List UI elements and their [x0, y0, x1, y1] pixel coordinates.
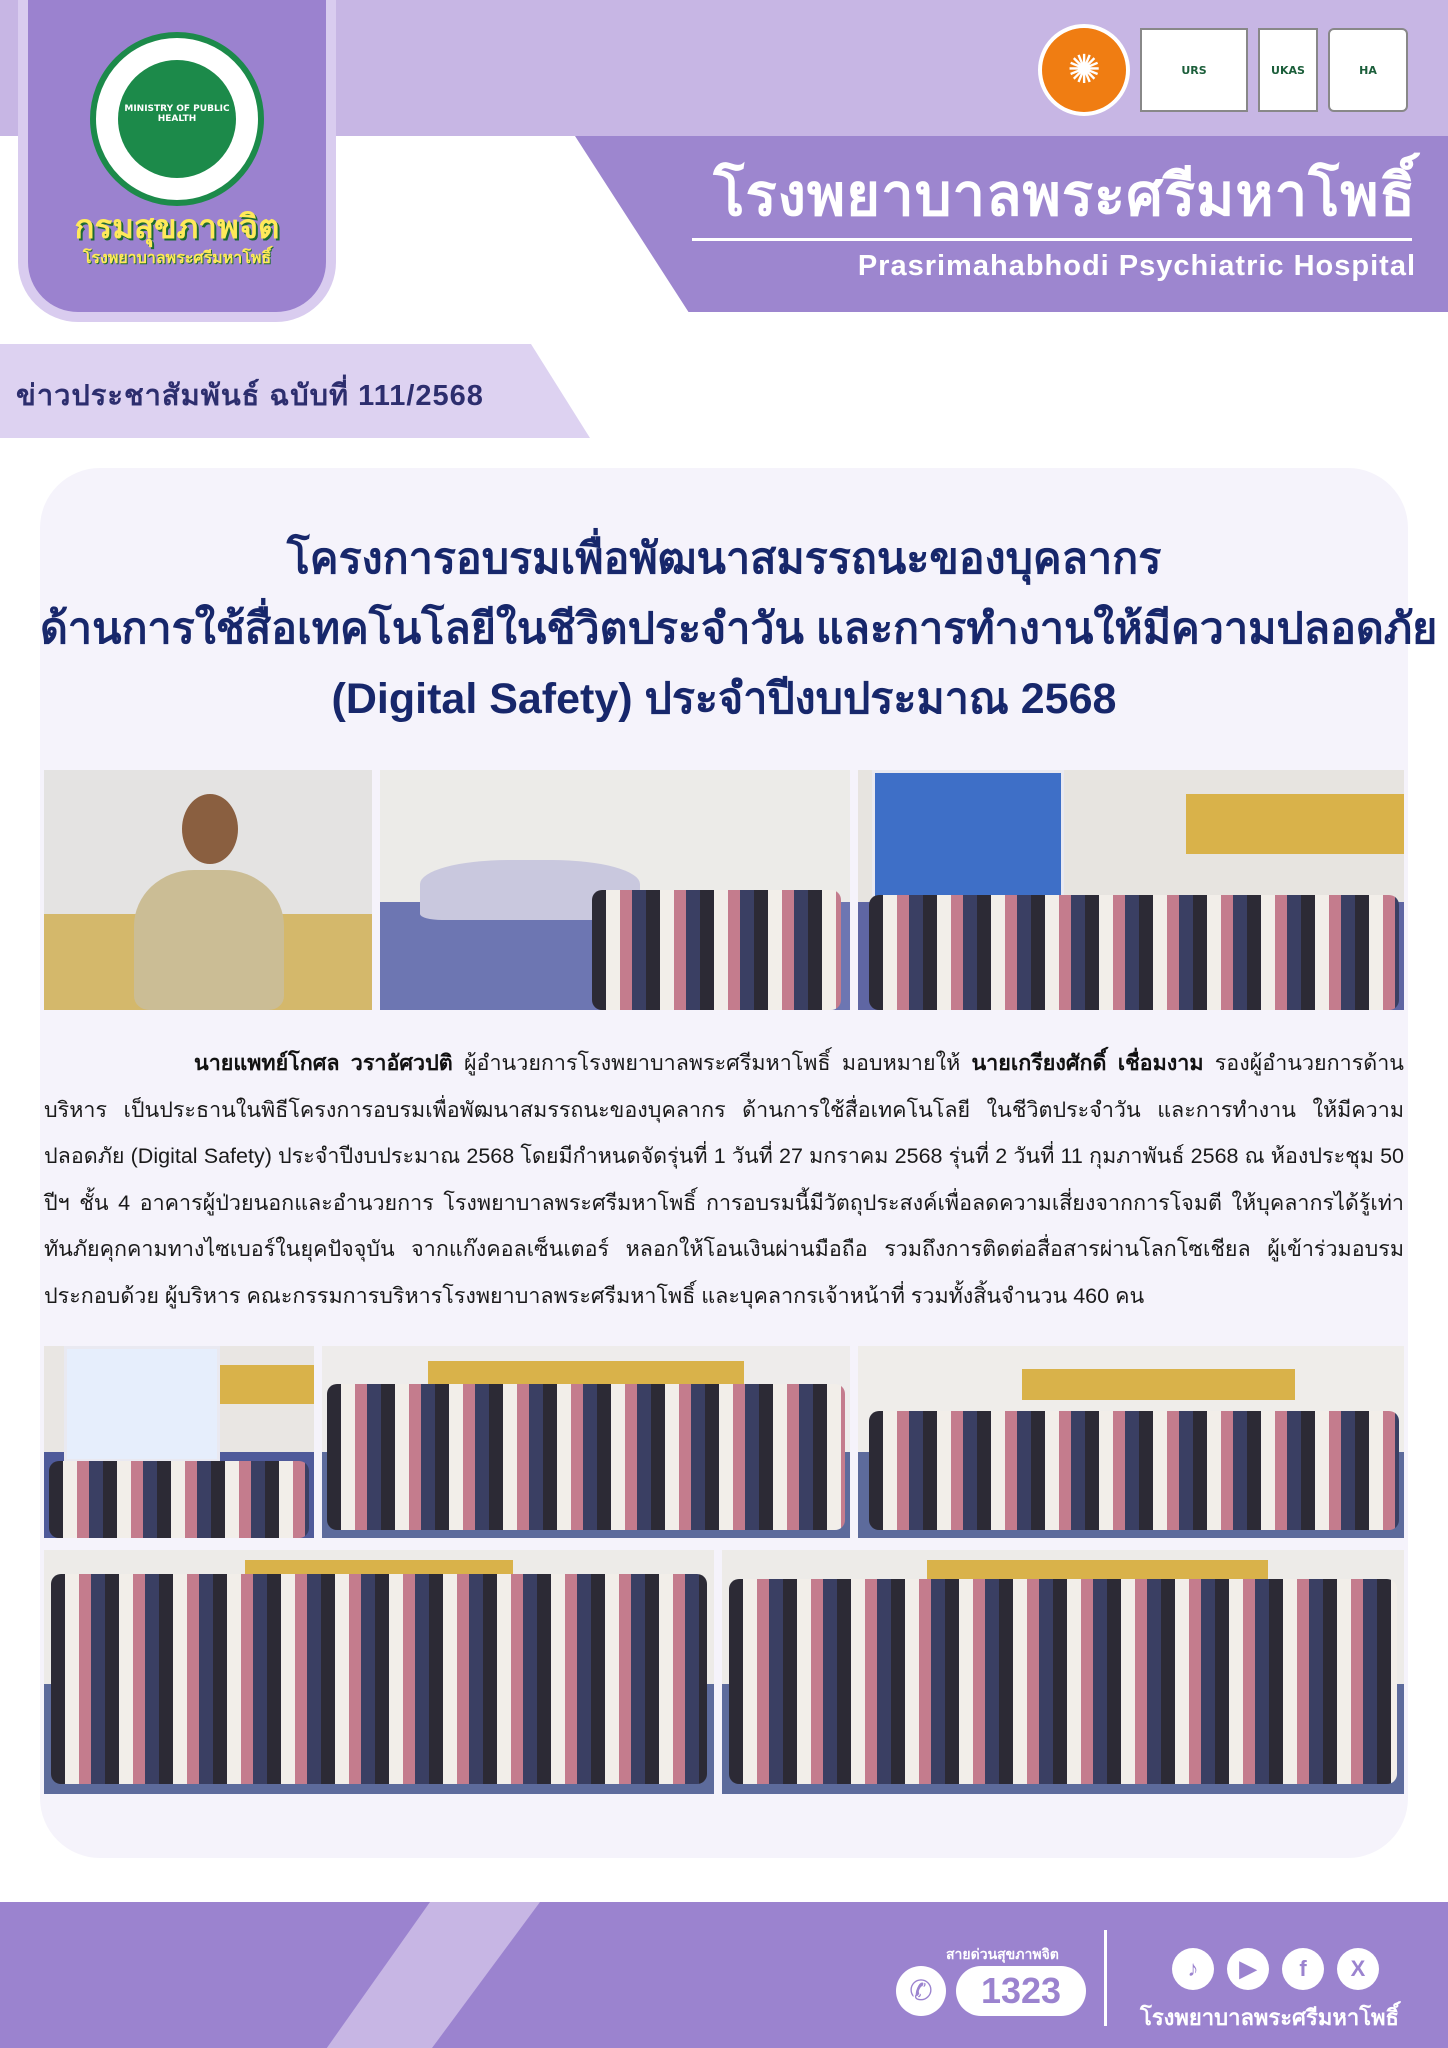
ha-accreditation-logo: HA	[1328, 28, 1408, 112]
hospital-name-english: Prasrimahabhodi Psychiatric Hospital	[857, 250, 1416, 282]
article-body	[44, 1040, 1404, 1319]
photo-training-slides	[44, 1346, 314, 1538]
youtube-icon[interactable]: ▶	[1227, 1948, 1269, 1990]
article-text-1: ผู้อำนวยการโรงพยาบาลพระศรีมหาโพธิ์ มอบหมายให้	[452, 1051, 972, 1075]
phone-icon: ✆	[896, 1966, 946, 2016]
seal-text: MINISTRY OF PUBLIC HEALTH	[124, 104, 230, 124]
footer-hospital-name: โรงพยาบาลพระศรีมหาโพธิ์	[1140, 2005, 1399, 2030]
photo-lecture-hall	[858, 770, 1404, 1010]
photo-group-2	[858, 1346, 1404, 1538]
facebook-icon[interactable]: f	[1282, 1948, 1324, 1990]
photo-group-1	[322, 1346, 850, 1538]
header-divider	[692, 238, 1412, 241]
department-subtitle: โรงพยาบาลพระศรีมหาโพธิ์	[82, 250, 272, 267]
hotline-label: สายด่วนสุขภาพจิต	[946, 1946, 1059, 1962]
photo-group-4	[722, 1550, 1404, 1794]
headline-line-1: โครงการอบรมเพื่อพัฒนาสมรรถนะของบุคลากร	[286, 535, 1162, 583]
department-name: กรมสุขภาพจิต	[74, 208, 280, 245]
social-icons	[1172, 1948, 1379, 1990]
photo-group-3	[44, 1550, 714, 1794]
photo-chairman	[44, 770, 372, 1010]
hospital-name-thai: โรงพยาบาลพระศรีมหาโพธิ์	[713, 163, 1416, 228]
article-text-2: รองผู้อำนวยการด้านบริหาร เป็นประธานในพิธีโครงการอบรมเพื่อพัฒนาสมรรถนะของบุคลากร ด้านการใช้สื่อเทคโนโลยี ในชีวิตประจำวัน และการทำงาน ให้มีความปลอดภัย (Digital Safety) ประจำปีงบประมาณ 2568 โดยมีกำหนดจัดรุ่นที่ 1 วันที่ 27 มกราคม 2568 รุ่นที่ 2 วันที่ 11 กุมภาพันธ์ 2568 ณ ห้องประชุม 50 ปีฯ ชั้น 4 อาคารผู้ป่วยนอกและอำนวยการ โรงพยาบาลพระศรีมหาโพธิ์ การอบรมนี้มีวัตถุประสงค์เพื่อลดความเสี่ยงจากการโจมตี ให้บุคลากรได้รู้เท่าทันภัยคุกคามทางไซเบอร์ในยุคปัจจุบัน จากแก๊งคอลเซ็นเตอร์ หลอกให้โอนเงินผ่านมือถือ รวมถึงการติดต่อสื่อสารผ่านโลกโซเชียล ผู้เข้าร่วมอบรมประกอบด้วย ผู้บริหาร คณะกรรมการบริหารโรงพยาบาลพระศรีมหาโพธิ์ และบุคลากรเจ้าหน้าที่ รวมทั้งสิ้นจำนวน 460 คน	[44, 1051, 1405, 1308]
hotline-number: 1323	[956, 1966, 1086, 2016]
headline-line-3: (Digital Safety) ประจำปีงบประมาณ 2568	[331, 675, 1117, 723]
deputy-name: นายเกรียงศักดิ์ เชื่อมงาม	[971, 1051, 1204, 1075]
news-issue-label: ข่าวประชาสัมพันธ์ ฉบับที่ 111/2568	[16, 380, 484, 412]
ministry-seal-logo	[90, 32, 264, 206]
x-icon[interactable]: X	[1337, 1948, 1379, 1990]
headline-line-2: ด้านการใช้สื่อเทคโนโลยีในชีวิตประจำวัน และการทำงานให้มีความปลอดภัย	[40, 605, 1438, 653]
footer-divider	[1104, 1930, 1107, 2026]
sun-emblem-icon: ✺	[1038, 24, 1130, 116]
urs-iso-logo: URS	[1140, 28, 1248, 112]
ukas-logo: UKAS	[1258, 28, 1318, 112]
tiktok-icon[interactable]: ♪	[1172, 1948, 1214, 1990]
photo-opening-ceremony	[380, 770, 850, 1010]
chairman-name: นายแพทย์โกศล วราอัศวปติ	[194, 1051, 453, 1075]
certification-logos	[1038, 24, 1408, 116]
